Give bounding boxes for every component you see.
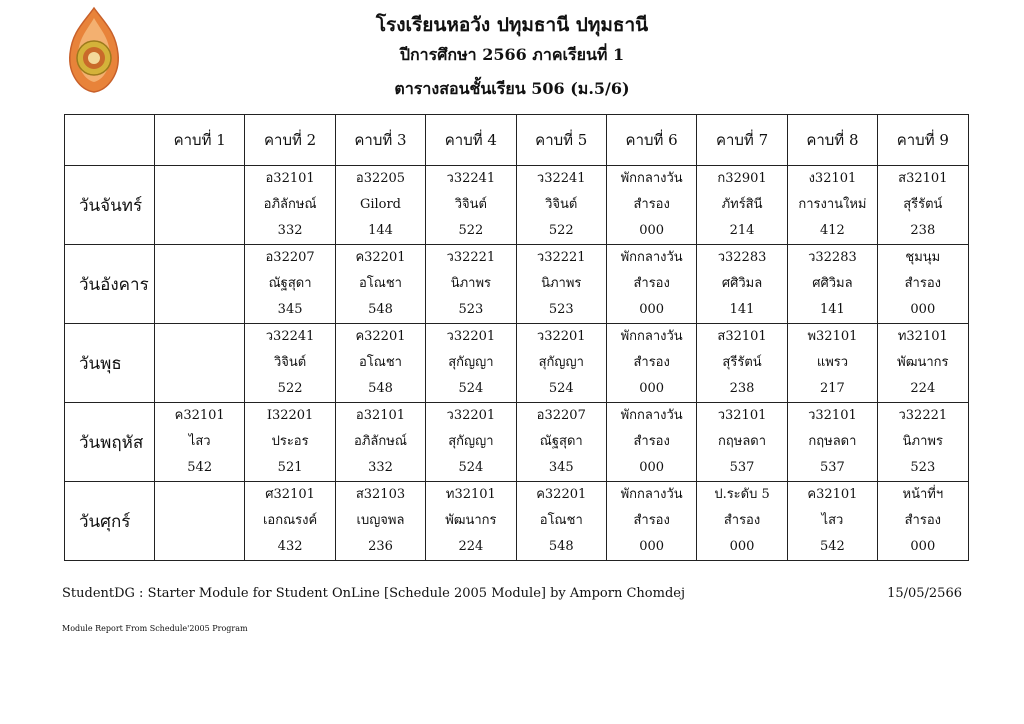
teacher-name: อภิลักษณ์ xyxy=(263,197,317,212)
room-number: 000 xyxy=(910,302,936,317)
subject-code: ว32283 xyxy=(717,250,767,265)
period-header: คาบที่ 5 xyxy=(516,115,606,166)
schedule-cell xyxy=(426,324,516,403)
room-number: 000 xyxy=(910,539,936,554)
schedule-cell xyxy=(155,403,245,482)
subject-code: ว32221 xyxy=(536,250,586,265)
subject-code: อ32205 xyxy=(355,171,406,186)
schedule-cell xyxy=(245,245,335,324)
teacher-name: พัฒนากร xyxy=(897,355,949,370)
schedule-cell xyxy=(787,482,877,561)
schedule-cell xyxy=(426,403,516,482)
schedule-cell xyxy=(878,166,968,245)
teacher-name: อภิลักษณ์ xyxy=(354,434,407,449)
period-header: คาบที่ 9 xyxy=(878,115,968,166)
day-label: วันจันทร์ xyxy=(65,166,155,245)
room-number: 000 xyxy=(639,302,665,317)
schedule-cell xyxy=(697,324,787,403)
subject-code: อ32101 xyxy=(265,171,315,186)
day-row xyxy=(65,324,969,403)
teacher-name: กฤษลดา xyxy=(808,434,857,449)
room-number: 524 xyxy=(458,460,484,475)
teacher-name: อโณชา xyxy=(539,513,583,528)
subject-code xyxy=(155,482,244,508)
subject-code: ค32101 xyxy=(174,408,225,423)
teacher-name: ภัทร์สินี xyxy=(721,197,763,212)
schedule-cell xyxy=(516,166,606,245)
room-number: 000 xyxy=(729,539,755,554)
schedule-cell xyxy=(606,166,696,245)
schedule-cell xyxy=(155,245,245,324)
teacher-name: นิภาพร xyxy=(450,276,492,291)
room-number: 524 xyxy=(458,381,484,396)
schedule-cell xyxy=(335,166,425,245)
footer-credit: StudentDG : Starter Module for Student OnLine [Schedule 2005 Module] by Amporn Chomdej xyxy=(62,586,685,601)
schedule-cell xyxy=(606,245,696,324)
teacher-name: สำรอง xyxy=(723,513,761,528)
schedule-cell xyxy=(155,482,245,561)
room-number: 522 xyxy=(548,223,574,238)
period-header: คาบที่ 4 xyxy=(426,115,516,166)
subject-code: I32201 xyxy=(266,408,314,423)
subject-code: พักกลางวัน xyxy=(620,487,683,502)
subject-code: ว32201 xyxy=(446,408,496,423)
teacher-name: สุรีรัตน์ xyxy=(903,197,943,212)
room-number: 214 xyxy=(729,223,755,238)
room-number: 000 xyxy=(639,539,665,554)
period-header: คาบที่ 2 xyxy=(245,115,335,166)
day-row xyxy=(65,403,969,482)
teacher-name xyxy=(155,192,244,218)
schedule-cell xyxy=(245,403,335,482)
room-number: 217 xyxy=(820,381,845,396)
subject-code: พักกลางวัน xyxy=(620,408,683,423)
subject-code: อ32101 xyxy=(355,408,406,423)
teacher-name: นิภาพร xyxy=(902,434,943,449)
subject-code: ท32101 xyxy=(445,487,496,502)
schedule-cell xyxy=(606,324,696,403)
schedule-cell xyxy=(426,245,516,324)
footer-date: 15/05/2566 xyxy=(887,586,962,601)
day-row xyxy=(65,482,969,561)
schedule-cell xyxy=(787,245,877,324)
teacher-name: Gilord xyxy=(359,197,402,212)
schedule-cell xyxy=(787,324,877,403)
schedule-cell xyxy=(606,403,696,482)
teacher-name: วิจินต์ xyxy=(273,355,307,370)
teacher-name: สำรอง xyxy=(904,513,941,528)
room-number xyxy=(155,534,244,560)
teacher-name: ณัฐสุดา xyxy=(268,276,312,291)
teacher-name: ประอร xyxy=(271,434,309,449)
room-number: 548 xyxy=(548,539,574,554)
academic-term: ปีการศึกษา 2566 ภาคเรียนที่ 1 xyxy=(399,45,625,64)
teacher-name: เอกณรงค์ xyxy=(262,513,318,528)
teacher-name: วิจินต์ xyxy=(454,197,487,212)
subject-code: ส32101 xyxy=(898,171,948,186)
corner-cell xyxy=(65,115,155,166)
schedule-cell xyxy=(787,403,877,482)
room-number: 537 xyxy=(729,460,755,475)
subject-code: ว32241 xyxy=(536,171,586,186)
subject-code: พักกลางวัน xyxy=(620,250,683,265)
subject-code: ท32101 xyxy=(897,329,948,344)
schedule-title: ตารางสอนชั้นเรียน 506 (ม.5/6) xyxy=(394,79,630,98)
room-number: 144 xyxy=(368,223,393,238)
room-number: 224 xyxy=(458,539,484,554)
day-row xyxy=(65,245,969,324)
schedule-cell xyxy=(155,166,245,245)
room-number: 542 xyxy=(820,539,845,554)
day-label: วันศุกร์ xyxy=(65,482,155,561)
footer-note: Module Report From Schedule'2005 Program xyxy=(62,624,248,633)
subject-code: หน้าที่ฯ xyxy=(902,487,944,502)
schedule-cell xyxy=(155,324,245,403)
teacher-name: นิภาพร xyxy=(541,276,582,291)
teacher-name: ไสว xyxy=(821,513,844,528)
schedule-cell xyxy=(697,245,787,324)
room-number: 141 xyxy=(820,302,845,317)
room-number: 523 xyxy=(548,302,574,317)
subject-code: ว32221 xyxy=(446,250,496,265)
room-number: 548 xyxy=(368,302,393,317)
teacher-name: แพรว xyxy=(816,355,849,370)
teacher-name xyxy=(155,508,244,534)
subject-code: ง32101 xyxy=(808,171,857,186)
room-number: 238 xyxy=(729,381,755,396)
schedule-cell xyxy=(516,324,606,403)
room-number: 523 xyxy=(458,302,484,317)
subject-code: ค32101 xyxy=(807,487,858,502)
subject-code: ว32241 xyxy=(446,171,496,186)
room-number: 332 xyxy=(277,223,303,238)
teacher-name: ไสว xyxy=(188,434,211,449)
schedule-cell xyxy=(516,245,606,324)
schedule-cell xyxy=(516,403,606,482)
schedule-cell xyxy=(878,482,968,561)
schedule-cell xyxy=(245,324,335,403)
schedule-cell xyxy=(335,245,425,324)
schedule-cell xyxy=(426,482,516,561)
room-number: 000 xyxy=(639,381,665,396)
subject-code: ว32283 xyxy=(808,250,857,265)
room-number: 522 xyxy=(458,223,484,238)
schedule-cell xyxy=(335,324,425,403)
subject-code: พักกลางวัน xyxy=(620,171,683,186)
subject-code: ว32101 xyxy=(808,408,857,423)
subject-code: ป.ระดับ 5 xyxy=(714,487,770,502)
schedule-cell xyxy=(335,403,425,482)
schedule-cell xyxy=(878,324,968,403)
schedule-cell xyxy=(516,482,606,561)
schedule-cell xyxy=(878,403,968,482)
teacher-name: สำรอง xyxy=(904,276,941,291)
teacher-name: สุกัญญา xyxy=(538,355,584,370)
room-number: 332 xyxy=(368,460,393,475)
schedule-cell xyxy=(606,482,696,561)
schedule-cell xyxy=(878,245,968,324)
teacher-name: สำรอง xyxy=(633,197,670,212)
room-number: 412 xyxy=(820,223,845,238)
schedule-cell xyxy=(697,482,787,561)
subject-code: ว32201 xyxy=(446,329,496,344)
schedule-cell xyxy=(245,482,335,561)
schedule-cell xyxy=(426,166,516,245)
room-number: 345 xyxy=(277,302,303,317)
room-number: 236 xyxy=(368,539,393,554)
teacher-name: อโณชา xyxy=(358,355,402,370)
teacher-name: วิจินต์ xyxy=(545,197,578,212)
teacher-name: เบญจพล xyxy=(356,513,405,528)
day-label: วันพุธ xyxy=(65,324,155,403)
teacher-name: สำรอง xyxy=(633,276,670,291)
room-number: 521 xyxy=(277,460,303,475)
day-label: วันพฤหัส xyxy=(65,403,155,482)
period-header: คาบที่ 8 xyxy=(787,115,877,166)
subject-code: อ32207 xyxy=(265,250,315,265)
room-number xyxy=(155,297,244,323)
school-name: โรงเรียนหอวัง ปทุมธานี ปทุมธานี xyxy=(375,14,649,36)
room-number: 345 xyxy=(548,460,574,475)
teacher-name: กฤษลดา xyxy=(718,434,767,449)
room-number: 224 xyxy=(910,381,936,396)
subject-code: ค32201 xyxy=(536,487,587,502)
room-number: 000 xyxy=(639,460,665,475)
subject-code xyxy=(155,245,244,271)
teacher-name: สำรอง xyxy=(633,513,670,528)
room-number: 238 xyxy=(910,223,936,238)
subject-code: ส32103 xyxy=(355,487,406,502)
schedule-cell xyxy=(335,482,425,561)
teacher-name: อโณชา xyxy=(358,276,402,291)
schedule-table xyxy=(64,114,969,561)
schedule-cell xyxy=(697,403,787,482)
subject-code xyxy=(155,324,244,350)
period-header: คาบที่ 6 xyxy=(606,115,696,166)
period-header: คาบที่ 7 xyxy=(697,115,787,166)
subject-code: ว32241 xyxy=(265,329,315,344)
day-row xyxy=(65,166,969,245)
subject-code: ว32221 xyxy=(898,408,948,423)
schedule-cell xyxy=(245,166,335,245)
subject-code: ก32901 xyxy=(717,171,767,186)
schedule-cell xyxy=(787,166,877,245)
subject-code: ชุมนุม xyxy=(905,250,941,265)
room-number xyxy=(155,376,244,402)
teacher-name xyxy=(155,271,244,297)
room-number: 432 xyxy=(277,539,303,554)
day-label: วันอังคาร xyxy=(65,245,155,324)
subject-code: อ32207 xyxy=(536,408,586,423)
teacher-name: การงานใหม่ xyxy=(798,197,867,212)
subject-code: ค32201 xyxy=(355,329,406,344)
teacher-name: สำรอง xyxy=(633,434,670,449)
subject-code: ศ32101 xyxy=(265,487,315,502)
period-header: คาบที่ 3 xyxy=(335,115,425,166)
teacher-name: สุกัญญา xyxy=(448,434,494,449)
room-number: 522 xyxy=(277,381,303,396)
schedule-cell xyxy=(697,166,787,245)
teacher-name: สุรีรัตน์ xyxy=(722,355,762,370)
teacher-name: ณัฐสุดา xyxy=(539,434,583,449)
teacher-name: สำรอง xyxy=(633,355,670,370)
teacher-name: ศศิวิมล xyxy=(812,276,853,291)
subject-code: พักกลางวัน xyxy=(620,329,683,344)
subject-code: ว32201 xyxy=(536,329,586,344)
teacher-name xyxy=(155,350,244,376)
room-number: 542 xyxy=(187,460,213,475)
subject-code: ค32201 xyxy=(355,250,406,265)
teacher-name: พัฒนากร xyxy=(445,513,497,528)
subject-code: พ32101 xyxy=(807,329,858,344)
room-number: 523 xyxy=(910,460,936,475)
teacher-name: สุกัญญา xyxy=(448,355,494,370)
room-number: 524 xyxy=(548,381,574,396)
subject-code xyxy=(155,166,244,192)
subject-code: ว32101 xyxy=(717,408,767,423)
room-number: 141 xyxy=(729,302,755,317)
period-header-row xyxy=(65,115,969,166)
period-header: คาบที่ 1 xyxy=(155,115,245,166)
room-number: 548 xyxy=(368,381,393,396)
teacher-name: ศศิวิมล xyxy=(721,276,763,291)
room-number xyxy=(155,218,244,244)
room-number: 000 xyxy=(639,223,665,238)
room-number: 537 xyxy=(820,460,845,475)
subject-code: ส32101 xyxy=(717,329,767,344)
